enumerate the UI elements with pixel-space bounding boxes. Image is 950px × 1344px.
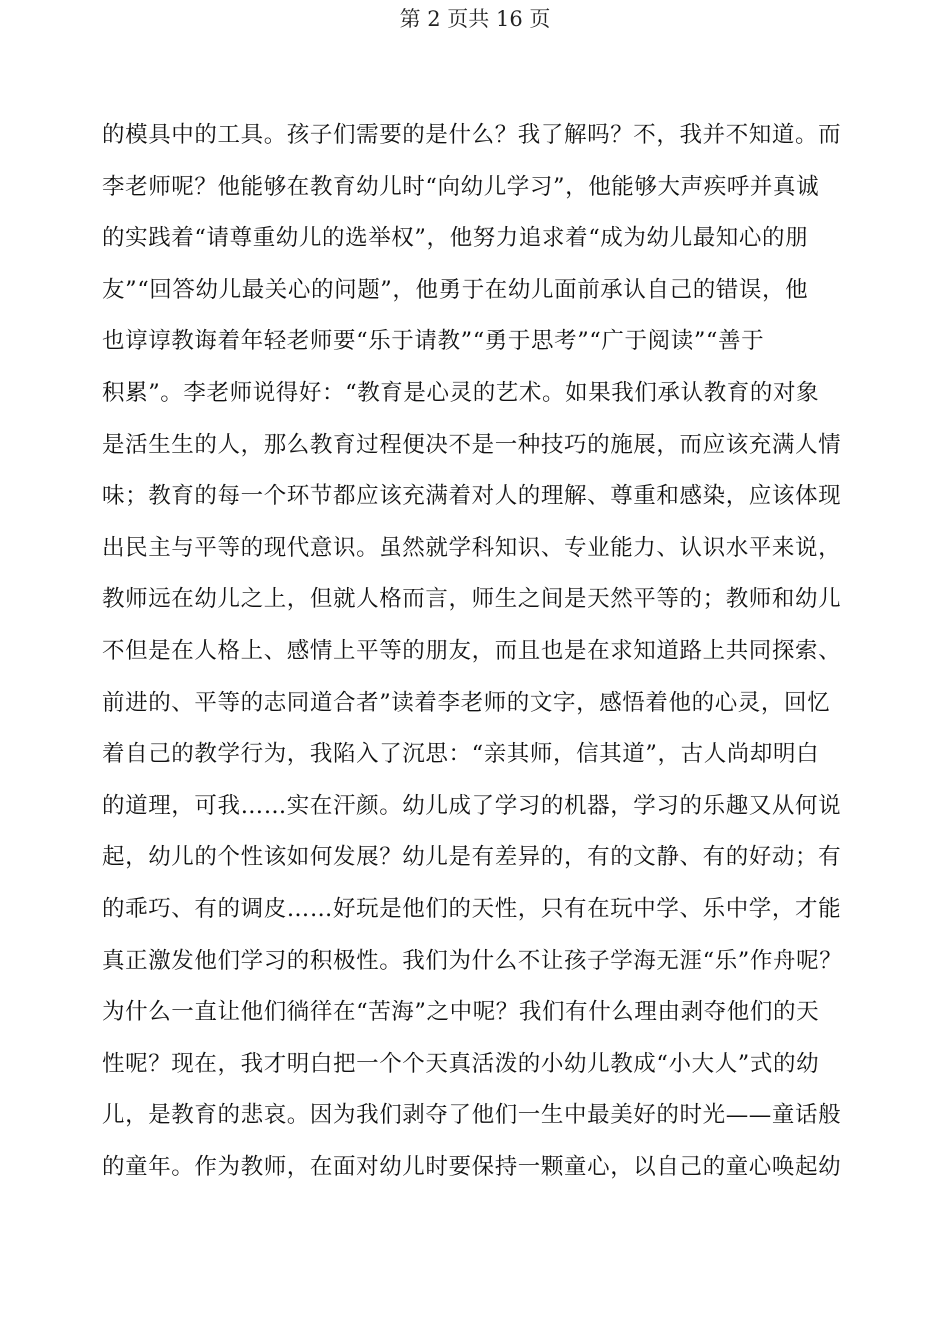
paragraph-line: 的实践着“请尊重幼儿的选举权”，他努力追求着“成为幼儿最知心的朋	[102, 225, 809, 252]
paragraph-line: 李老师呢？他能够在教育幼儿时“向幼儿学习”，他能够大声疾呼并真诚	[102, 173, 820, 200]
paragraph-line: 积累”。李老师说得好：“教育是心灵的艺术。如果我们承认教育的对象	[102, 379, 820, 406]
paragraph-line: 性呢？现在，我才明白把一个个天真活泼的小幼儿教成“小大人”式的幼	[102, 1050, 820, 1077]
paragraph-line: 出民主与平等的现代意识。虽然就学科知识、专业能力、认识水平来说，	[102, 534, 842, 561]
paragraph-line: 前进的、平等的志同道合者”读着李老师的文字，感悟着他的心灵，回忆	[102, 689, 831, 716]
page-number-header: 第 2 页共 16 页	[399, 7, 551, 31]
paragraph-line: 是活生生的人，那么教育过程便决不是一种技巧的施展，而应该充满人情	[102, 431, 842, 458]
paragraph-line: 也谆谆教诲着年轻老师要“乐于请教”“勇于思考”“广于阅读”“善于	[102, 328, 765, 355]
paragraph-line: 的模具中的工具。孩子们需要的是什么？我了解吗？不，我并不知道。而	[102, 122, 842, 148]
paragraph-line: 的乖巧、有的调皮……好玩是他们的天性，只有在玩中学、乐中学，才能	[102, 895, 842, 922]
paragraph-line: 的道理，可我……实在汗颜。幼儿成了学习的机器，学习的乐趣又从何说	[102, 792, 842, 819]
paragraph-line: 不但是在人格上、感情上平等的朋友，而且也是在求知道路上共同探索、	[102, 637, 842, 664]
paragraph-line: 教师远在幼儿之上，但就人格而言，师生之间是天然平等的；教师和幼儿	[102, 586, 842, 613]
paragraph-line: 的童年。作为教师，在面对幼儿时要保持一颗童心，以自己的童心唤起幼	[102, 1153, 842, 1180]
document-body	[102, 113, 862, 1196]
paragraph-line: 起，幼儿的个性该如何发展？幼儿是有差异的，有的文静、有的好动；有	[102, 844, 842, 871]
paragraph-line: 味；教育的每一个环节都应该充满着对人的理解、尊重和感染，应该体现	[102, 483, 842, 510]
paragraph-line: 儿，是教育的悲哀。因为我们剥夺了他们一生中最美好的时光——童话般	[102, 1102, 842, 1129]
paragraph-line: 为什么一直让他们徜徉在“苦海”之中呢？我们有什么理由剥夺他们的天	[102, 999, 820, 1026]
paragraph-line: 友”“回答幼儿最关心的问题”，他勇于在幼儿面前承认自己的错误，他	[102, 276, 809, 303]
paragraph-line: 真正激发他们学习的积极性。我们为什么不让孩子学海无涯“乐”作舟呢？	[102, 947, 843, 974]
paragraph-line: 着自己的教学行为，我陷入了沉思：“亲其师，信其道”，古人尚却明白	[102, 741, 820, 768]
